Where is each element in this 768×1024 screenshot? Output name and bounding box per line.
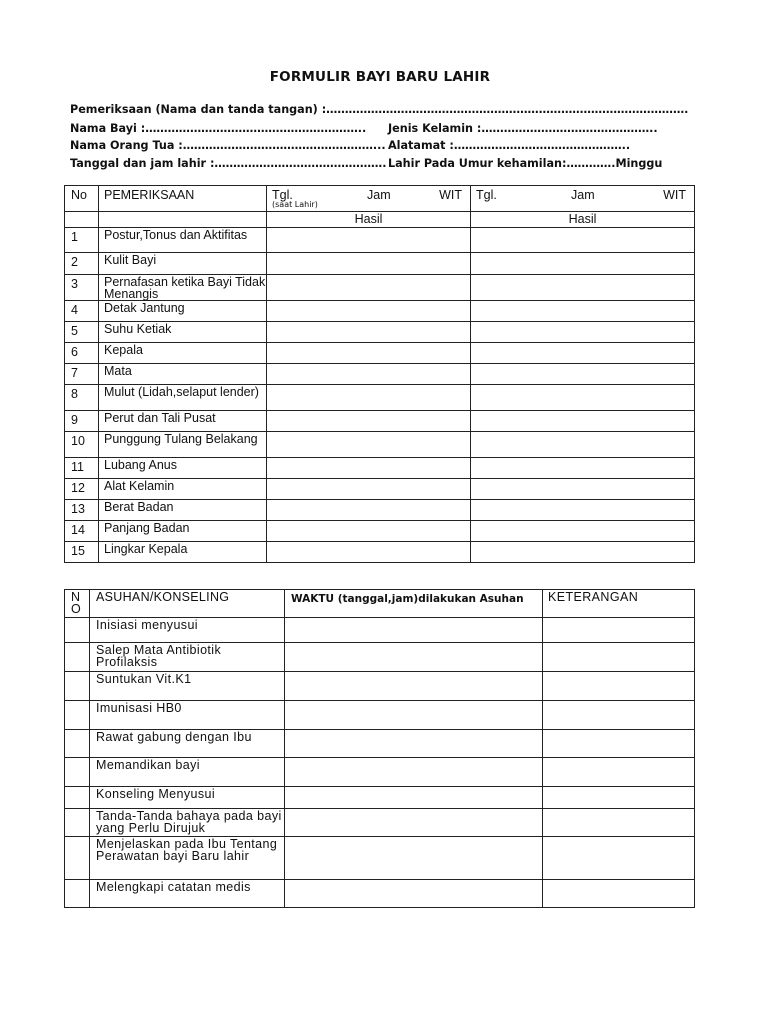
exam-row-no: 9 xyxy=(65,411,99,432)
exam-header-no: No xyxy=(65,186,99,212)
exam-row-hasil-1[interactable] xyxy=(267,500,471,521)
exam-header-wit: WIT xyxy=(439,188,462,202)
exam-row-hasil-2[interactable] xyxy=(471,458,695,479)
care-row-keterangan[interactable] xyxy=(543,643,695,672)
exam-row-hasil-1[interactable] xyxy=(267,364,471,385)
care-row-keterangan[interactable] xyxy=(543,730,695,758)
care-row-waktu[interactable] xyxy=(285,643,543,672)
exam-row xyxy=(65,322,695,343)
care-row-keterangan[interactable] xyxy=(543,809,695,837)
exam-header-tgl-2: Tgl. xyxy=(476,188,497,202)
care-row-no xyxy=(65,787,90,809)
care-row-no xyxy=(65,672,90,701)
info-row-lahir xyxy=(70,157,663,171)
care-row-keterangan[interactable] xyxy=(543,837,695,880)
exam-row xyxy=(65,479,695,500)
exam-row-hasil-2[interactable] xyxy=(471,411,695,432)
info-nama-orang-tua: Nama Orang Tua :……………………………………………... xyxy=(70,139,386,152)
exam-row-item: Alat Kelamin xyxy=(99,479,267,500)
care-row-no xyxy=(65,730,90,758)
exam-row-no: 6 xyxy=(65,343,99,364)
care-row xyxy=(65,809,695,837)
exam-row xyxy=(65,364,695,385)
exam-row-item: Postur,Tonus dan Aktifitas xyxy=(99,228,267,253)
exam-row-no: 15 xyxy=(65,542,99,563)
care-row-waktu[interactable] xyxy=(285,618,543,643)
care-row-item: Konseling Menyusui xyxy=(90,787,285,809)
exam-row-hasil-2[interactable] xyxy=(471,253,695,275)
exam-header-date-1 xyxy=(267,186,471,212)
care-row xyxy=(65,880,695,908)
exam-row-item: Mulut (Lidah,selaput lender) xyxy=(99,385,267,411)
exam-row-no: 8 xyxy=(65,385,99,411)
exam-header-wit-2: WIT xyxy=(663,188,686,202)
care-row xyxy=(65,701,695,730)
care-row xyxy=(65,618,695,643)
care-row-item: Tanda-Tanda bahaya pada bayi yang Perlu Dirujuk xyxy=(90,809,285,837)
exam-row-hasil-2[interactable] xyxy=(471,322,695,343)
exam-row-hasil-1[interactable] xyxy=(267,479,471,500)
care-row-no xyxy=(65,880,90,908)
care-row-item: Inisiasi menyusui xyxy=(90,618,285,643)
exam-row-hasil-1[interactable] xyxy=(267,432,471,458)
exam-row-hasil-1[interactable] xyxy=(267,521,471,542)
exam-row-hasil-2[interactable] xyxy=(471,542,695,563)
exam-row-item: Detak Jantung xyxy=(99,301,267,322)
care-row-waktu[interactable] xyxy=(285,672,543,701)
exam-row xyxy=(65,301,695,322)
exam-row-hasil-2[interactable] xyxy=(471,364,695,385)
exam-row-hasil-1[interactable] xyxy=(267,228,471,253)
care-row-no xyxy=(65,809,90,837)
exam-row xyxy=(65,542,695,563)
care-row-keterangan[interactable] xyxy=(543,701,695,730)
exam-row-item: Pernafasan ketika Bayi Tidak Menangis xyxy=(99,275,267,301)
care-row xyxy=(65,758,695,787)
exam-header-pemeriksaan: PEMERIKSAAN xyxy=(99,186,267,212)
exam-row xyxy=(65,521,695,542)
exam-hasil-spacer-item xyxy=(99,212,267,228)
care-row-waktu[interactable] xyxy=(285,758,543,787)
care-row-item: Rawat gabung dengan Ibu xyxy=(90,730,285,758)
exam-row-hasil-2[interactable] xyxy=(471,385,695,411)
exam-row-hasil-2[interactable] xyxy=(471,343,695,364)
exam-row-item: Lubang Anus xyxy=(99,458,267,479)
exam-row-hasil-2[interactable] xyxy=(471,500,695,521)
exam-row-hasil-1[interactable] xyxy=(267,542,471,563)
care-row-waktu[interactable] xyxy=(285,809,543,837)
care-row-item: Salep Mata Antibiotik Profilaksis xyxy=(90,643,285,672)
exam-row-no: 1 xyxy=(65,228,99,253)
exam-header-hasil-1: Hasil xyxy=(267,212,471,228)
exam-row xyxy=(65,343,695,364)
care-row-keterangan[interactable] xyxy=(543,787,695,809)
exam-row xyxy=(65,411,695,432)
care-row-no xyxy=(65,643,90,672)
exam-row-hasil-1[interactable] xyxy=(267,275,471,301)
care-row-waktu[interactable] xyxy=(285,880,543,908)
care-row-keterangan[interactable] xyxy=(543,618,695,643)
exam-row-hasil-2[interactable] xyxy=(471,275,695,301)
care-row-keterangan[interactable] xyxy=(543,672,695,701)
info-row-nama-bayi xyxy=(70,122,658,136)
exam-row-no: 10 xyxy=(65,432,99,458)
info-tanggal-lahir: Tanggal dan jam lahir :………………………………………. xyxy=(70,157,387,170)
care-header-row xyxy=(65,590,695,618)
exam-row-no: 14 xyxy=(65,521,99,542)
care-row-waktu[interactable] xyxy=(285,701,543,730)
info-alamat: Alatamat :……………………………………….. xyxy=(388,139,631,152)
info-pemeriksaan: Pemeriksaan (Nama dan tanda tangan) :……………………………………………………………………………………. xyxy=(70,103,689,116)
exam-row-hasil-1[interactable] xyxy=(267,385,471,411)
exam-header-tgl: Tgl. xyxy=(272,188,293,202)
exam-header-jam-2: Jam xyxy=(571,188,595,202)
exam-row xyxy=(65,228,695,253)
exam-header-saat-lahir: (saat Lahir) xyxy=(272,200,318,209)
info-umur-kehamilan: Lahir Pada Umur kehamilan:………….Minggu xyxy=(388,157,663,170)
exam-row-item: Mata xyxy=(99,364,267,385)
exam-row-item: Panjang Badan xyxy=(99,521,267,542)
exam-header-date-2 xyxy=(471,186,695,212)
care-row-no xyxy=(65,758,90,787)
care-row xyxy=(65,837,695,880)
care-header-keterangan: KETERANGAN xyxy=(543,590,695,618)
care-row-keterangan[interactable] xyxy=(543,880,695,908)
info-nama-bayi: Nama Bayi :………………………………………………….. xyxy=(70,122,367,135)
info-jenis-kelamin: Jenis Kelamin :……………………………………….. xyxy=(388,122,658,135)
exam-row-no: 13 xyxy=(65,500,99,521)
exam-row-hasil-1[interactable] xyxy=(267,411,471,432)
exam-row xyxy=(65,385,695,411)
care-row xyxy=(65,730,695,758)
exam-header-row xyxy=(65,186,695,212)
exam-hasil-spacer-no xyxy=(65,212,99,228)
exam-row-no: 3 xyxy=(65,275,99,301)
care-row xyxy=(65,672,695,701)
form-title: FORMULIR BAYI BARU LAHIR xyxy=(269,69,491,85)
info-row-orang-tua xyxy=(70,139,631,153)
exam-table xyxy=(64,185,695,563)
exam-row-hasil-2[interactable] xyxy=(471,521,695,542)
exam-row-no: 2 xyxy=(65,253,99,275)
exam-row-item: Lingkar Kepala xyxy=(99,542,267,563)
exam-row-hasil-2[interactable] xyxy=(471,301,695,322)
exam-row-hasil-1[interactable] xyxy=(267,343,471,364)
exam-row-item: Berat Badan xyxy=(99,500,267,521)
exam-row-hasil-1[interactable] xyxy=(267,458,471,479)
care-header-asuhan: ASUHAN/KONSELING xyxy=(90,590,285,618)
care-row-item: Menjelaskan pada Ibu Tentang Perawatan bayi Baru lahir xyxy=(90,837,285,880)
care-row xyxy=(65,643,695,672)
exam-header-jam: Jam xyxy=(367,188,391,202)
exam-row xyxy=(65,275,695,301)
exam-row-no: 4 xyxy=(65,301,99,322)
care-row xyxy=(65,787,695,809)
exam-row-item: Suhu Ketiak xyxy=(99,322,267,343)
exam-header-hasil-2: Hasil xyxy=(471,212,695,228)
care-row-item: Suntukan Vit.K1 xyxy=(90,672,285,701)
exam-row-hasil-1[interactable] xyxy=(267,253,471,275)
exam-row-hasil-2[interactable] xyxy=(471,432,695,458)
care-header-no: NO xyxy=(65,590,90,618)
care-row-no xyxy=(65,618,90,643)
exam-row xyxy=(65,253,695,275)
exam-row-hasil-1[interactable] xyxy=(267,322,471,343)
exam-row xyxy=(65,500,695,521)
exam-row-no: 11 xyxy=(65,458,99,479)
exam-row-item: Punggung Tulang Belakang xyxy=(99,432,267,458)
care-row-keterangan[interactable] xyxy=(543,758,695,787)
exam-row xyxy=(65,458,695,479)
care-row-item: Melengkapi catatan medis xyxy=(90,880,285,908)
care-row-waktu[interactable] xyxy=(285,787,543,809)
exam-row-hasil-2[interactable] xyxy=(471,228,695,253)
care-row-waktu[interactable] xyxy=(285,730,543,758)
care-row-waktu[interactable] xyxy=(285,837,543,880)
exam-row xyxy=(65,432,695,458)
exam-row-item: Perut dan Tali Pusat xyxy=(99,411,267,432)
care-row-item: Imunisasi HB0 xyxy=(90,701,285,730)
care-table xyxy=(64,589,695,908)
care-row-no xyxy=(65,701,90,730)
care-row-no xyxy=(65,837,90,880)
exam-row-no: 12 xyxy=(65,479,99,500)
care-header-waktu: WAKTU (tanggal,jam)dilakukan Asuhan xyxy=(285,590,543,618)
exam-row-no: 7 xyxy=(65,364,99,385)
exam-hasil-row xyxy=(65,212,695,228)
exam-row-hasil-2[interactable] xyxy=(471,479,695,500)
exam-row-item: Kulit Bayi xyxy=(99,253,267,275)
exam-row-no: 5 xyxy=(65,322,99,343)
exam-row-hasil-1[interactable] xyxy=(267,301,471,322)
care-row-item: Memandikan bayi xyxy=(90,758,285,787)
exam-row-item: Kepala xyxy=(99,343,267,364)
